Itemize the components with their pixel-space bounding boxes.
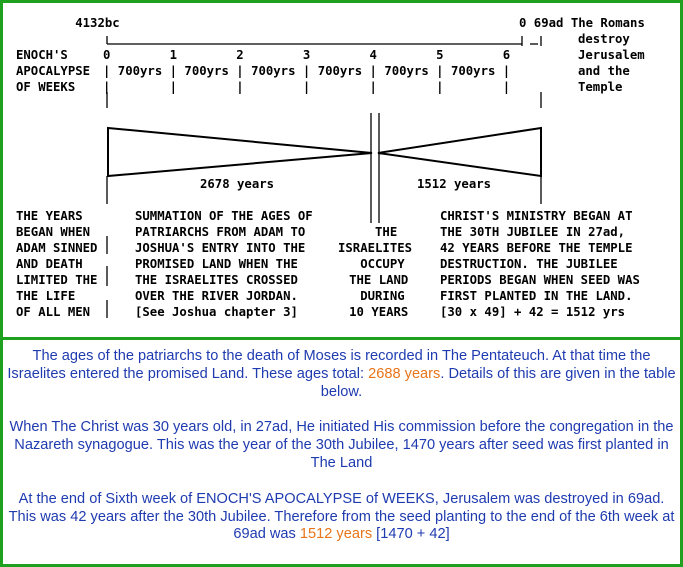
diagram-header-years: 4132bc <box>75 16 120 30</box>
col1-text: THE YEARS BEGAN WHEN ADAM SINNED AND DEATH LIMITED THE THE LIFE OF ALL MEN <box>16 209 98 319</box>
diagram-left-label: ENOCH'S APOCALYPSE OF WEEKS <box>16 48 91 94</box>
diagram-end-label: 0 69ad The Romans <box>519 16 645 30</box>
divider <box>0 337 683 340</box>
years-1512-label: 1512 years <box>417 177 492 191</box>
diagram-right-label: destroy Jerusalem and the Temple <box>578 32 645 94</box>
left-wedge <box>108 128 372 176</box>
col4-text: CHRIST'S MINISTRY BEGAN AT THE 30TH JUBILEE IN 27ad, 42 YEARS BEFORE THE TEMPLE DESTRUCTION. THE JUBILEE PERIODS BEGAN WHEN SEED WAS FIRST PLANTED IN THE LAND. [30 x 49] + 42 = 1512 yrs <box>440 209 640 319</box>
years-2678-label: 2678 years <box>200 177 275 191</box>
diagram-week-numbers: 0 1 2 3 4 5 6 <box>103 48 511 62</box>
right-wedge <box>378 128 541 176</box>
explanation <box>3 348 680 562</box>
para-ages: The ages of the patriarchs to the death of Moses is recorded in The Pentateuch. At that time the Israelites entered the promised Land. These ages total: 2688 years. Details of this are given in the table below. <box>7 348 676 400</box>
col3-text: THE ISRAELITES OCCUPY THE LAND DURING 10 YEARS <box>338 225 413 319</box>
diagram-week-ticks: | | | | | | | <box>103 80 511 94</box>
para-christ: When The Christ was 30 years old, in 27ad, He initiated His commission before the congregation in the Nazareth synagogue. This was the year of the 30th Jubilee, 1470 years after seed was first planted in The Land <box>9 419 674 471</box>
diagram-week-lengths: | 700yrs | 700yrs | 700yrs | 700yrs | 700yrs | 700yrs | <box>103 64 511 78</box>
col2-text: SUMMATION OF THE AGES OF PATRIARCHS FROM ADAM TO JOSHUA'S ENTRY INTO THE PROMISED LAND WHEN THE THE ISRAELITES CROSSED OVER THE RIVER JORDAN. [See Joshua chapter 3] <box>135 209 313 319</box>
para-destruction: At the end of Sixth week of ENOCH'S APOCALYPSE of WEEKS, Jerusalem was destroyed in 69ad. This was 42 years after the 30th Jubilee. Therefore from the seed planting to the end of the 6th week at 69ad was 1512 years [1470 + 42] <box>8 490 675 543</box>
